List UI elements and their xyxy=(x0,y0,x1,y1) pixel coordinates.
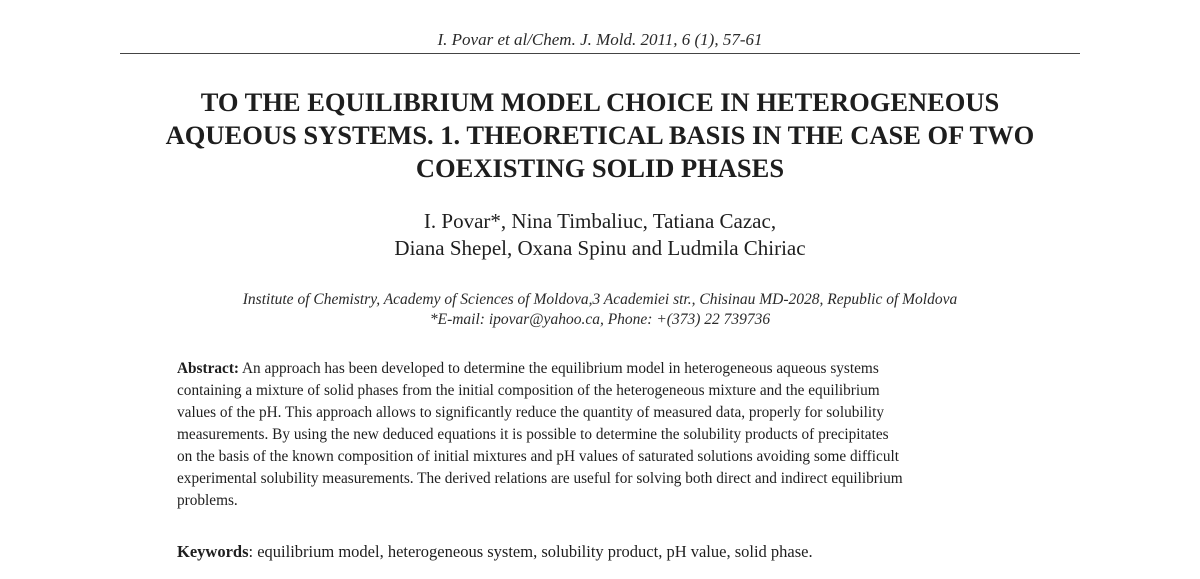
title-line: AQUEOUS SYSTEMS. 1. THEORETICAL BASIS IN THE CASE OF TWO xyxy=(165,120,1035,150)
abstract-first-text: An approach has been developed to determine the equilibrium model in heterogeneous aqueous systems xyxy=(239,360,879,377)
author-line: I. Povar*, Nina Timbaliuc, Tatiana Cazac, xyxy=(423,209,777,233)
contact-line: *E-mail: ipovar@yahoo.ca, Phone: +(373) 22 739736 xyxy=(429,311,771,328)
author-line: Diana Shepel, Oxana Spinu and Ludmila Chiriac xyxy=(394,236,806,260)
affiliation-line: Institute of Chemistry, Academy of Sciences of Moldova,3 Academiei str., Chisinau MD-2028, Republic of Moldova xyxy=(242,291,958,308)
abstract-line: experimental solubility measurements. The derived relations are useful for solving both direct and indirect equilibrium xyxy=(177,470,903,487)
keywords-label: Keywords xyxy=(177,542,249,561)
abstract xyxy=(177,358,1027,512)
keywords-text: : equilibrium model, heterogeneous system, solubility product, pH value, solid phase. xyxy=(248,542,813,561)
author-list xyxy=(200,208,1000,262)
abstract-first-line xyxy=(177,358,1027,380)
header-rule xyxy=(120,53,1080,54)
running-header: I. Povar et al/Chem. J. Mold. 2011, 6 (1), 57-61 xyxy=(437,30,763,49)
abstract-line: problems. xyxy=(177,492,238,509)
abstract-line: on the basis of the known composition of initial mixtures and pH values of saturated solutions avoiding some difficult xyxy=(177,448,899,465)
abstract-line: measurements. By using the new deduced equations it is possible to determine the solubility products of precipitates xyxy=(177,426,889,443)
affiliation xyxy=(120,290,1080,330)
abstract-line: containing a mixture of solid phases from the initial composition of the heterogeneous mixture and the equilibrium xyxy=(177,382,880,399)
title-line: TO THE EQUILIBRIUM MODEL CHOICE IN HETEROGENEOUS xyxy=(200,87,1000,117)
abstract-line: values of the pH. This approach allows to significantly reduce the quantity of measured data, properly for solubility xyxy=(177,404,885,421)
keywords xyxy=(177,541,1027,563)
paper-title xyxy=(100,86,1100,185)
abstract-label: Abstract: xyxy=(177,360,240,377)
title-line: COEXISTING SOLID PHASES xyxy=(415,153,785,183)
